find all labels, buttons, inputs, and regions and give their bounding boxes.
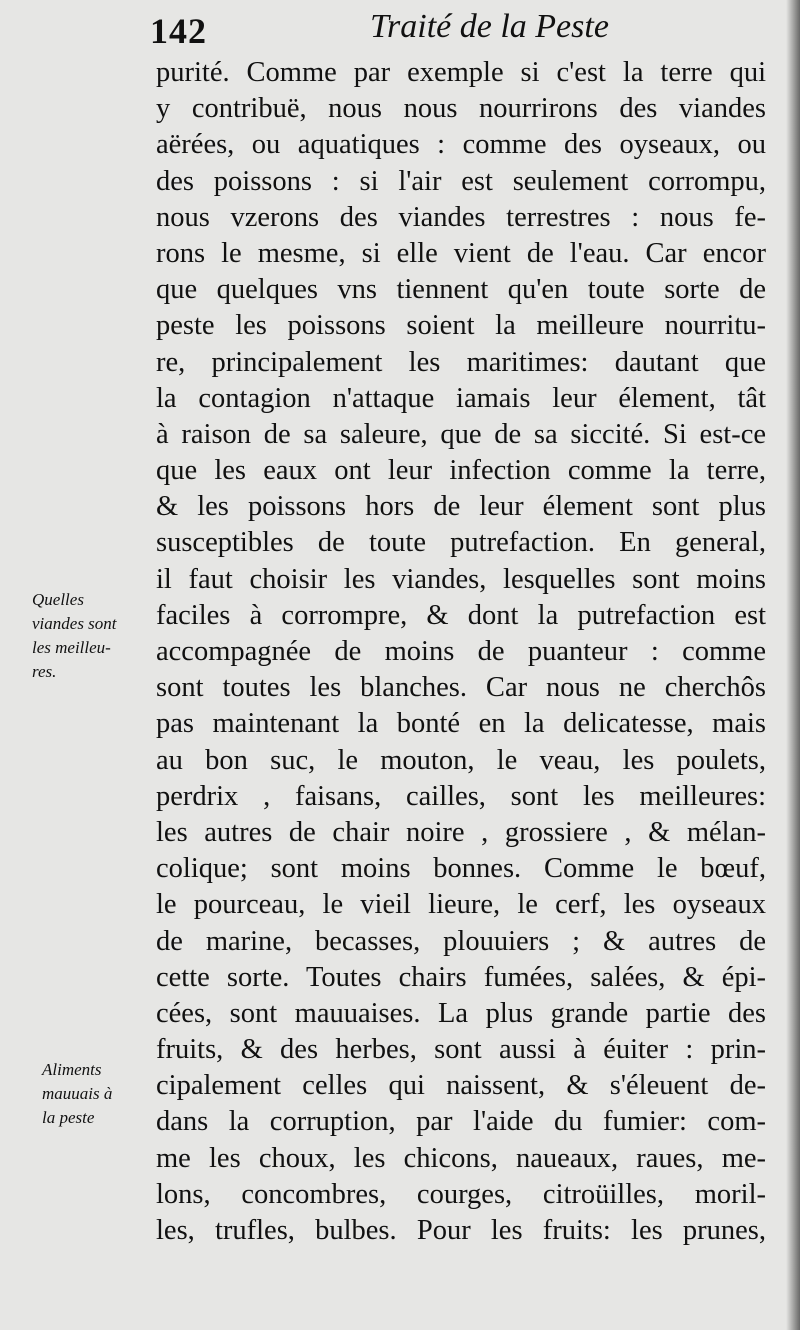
margin-note-line: Aliments: [42, 1060, 102, 1079]
body-text: [156, 55, 766, 1249]
margin-note-line: la peste: [42, 1108, 95, 1127]
text-line: re, principalement les maritimes: dautant que: [156, 346, 766, 378]
text-line: perdrix , faisans, cailles, sont les meilleures:: [156, 780, 766, 812]
text-line: pas maintenant la bonté en la delicatesse, mais: [156, 708, 766, 740]
text-line: cipalement celles qui naissent, & s'éleuent de-: [156, 1070, 766, 1102]
text-line: susceptibles de toute putrefaction. En general,: [156, 527, 766, 559]
text-line: au bon suc, le mouton, le veau, les poulets,: [156, 744, 766, 776]
text-line: que quelques vns tiennent qu'en toute sorte de: [156, 274, 766, 306]
text-line: les autres de chair noire , grossiere , & mélan-: [156, 816, 766, 848]
text-line: cées, sont mauuaises. La plus grande partie des: [156, 997, 766, 1029]
text-line: rons le mesme, si elle vient de l'eau. Car encor: [156, 237, 766, 269]
text-line: y contribuë, nous nous nourrirons des viandes: [156, 93, 766, 125]
text-line: aërées, ou aquatiques : comme des oyseaux, ou: [156, 129, 766, 161]
text-line: cette sorte. Toutes chairs fumées, salées, & épi-: [156, 961, 766, 993]
text-line: dans la corruption, par l'aide du fumier: com-: [156, 1106, 766, 1138]
text-line: accompagnée de moins de puanteur : comme: [156, 636, 766, 667]
text-line: me les choux, les chicons, naueaux, raues, me-: [156, 1142, 766, 1174]
text-line: les, trufles, bulbes. Pour les fruits: les prunes,: [156, 1215, 766, 1246]
text-line: il faut choisir les viandes, lesquelles sont moins: [156, 563, 766, 595]
text-line: sont toutes les blanches. Car nous ne cherchôs: [156, 672, 766, 704]
text-line: des poissons : si l'air est seulement corrompu,: [156, 165, 766, 197]
text-line: peste les poissons soient la meilleure nourritu-: [156, 310, 766, 342]
text-line: à raison de sa saleure, que de sa siccité. Si est-ce: [156, 418, 766, 450]
text-line: que les eaux ont leur infection comme la terre,: [156, 455, 766, 487]
text-line: nous vzerons des viandes terrestres : nous fe-: [156, 201, 766, 233]
text-line: fruits, & des herbes, sont aussi à éuiter : prin-: [156, 1034, 766, 1066]
margin-note-line: Quelles: [32, 590, 84, 609]
margin-note-line: les meilleu-: [32, 638, 111, 657]
text-line: la contagion n'attaque iamais leur élement, tât: [156, 382, 766, 414]
margin-note-line: viandes sont: [32, 614, 117, 633]
text-line: & les poissons hors de leur élement sont plus: [156, 491, 766, 523]
margin-note-line: res.: [32, 662, 57, 681]
margin-note-best-meats: [32, 588, 156, 684]
text-line: le pourceau, le vieil lieure, le cerf, les oyseaux: [156, 889, 766, 921]
text-line: faciles à corrompre, & dont la putrefaction est: [156, 599, 766, 631]
text-line: purité. Comme par exemple si c'est la terre qui: [156, 57, 766, 88]
text-line: de marine, becasses, plouuiers ; & autres de: [156, 925, 766, 957]
text-line: lons, concombres, courges, citroüilles, moril-: [156, 1178, 766, 1210]
text-line: colique; sont moins bonnes. Comme le bœuf,: [156, 853, 766, 885]
running-title: Traité de la Peste: [370, 8, 609, 45]
page-number: 142: [150, 11, 207, 51]
margin-note-bad-foods: [42, 1058, 162, 1130]
margin-note-line: mauuais à: [42, 1084, 113, 1103]
